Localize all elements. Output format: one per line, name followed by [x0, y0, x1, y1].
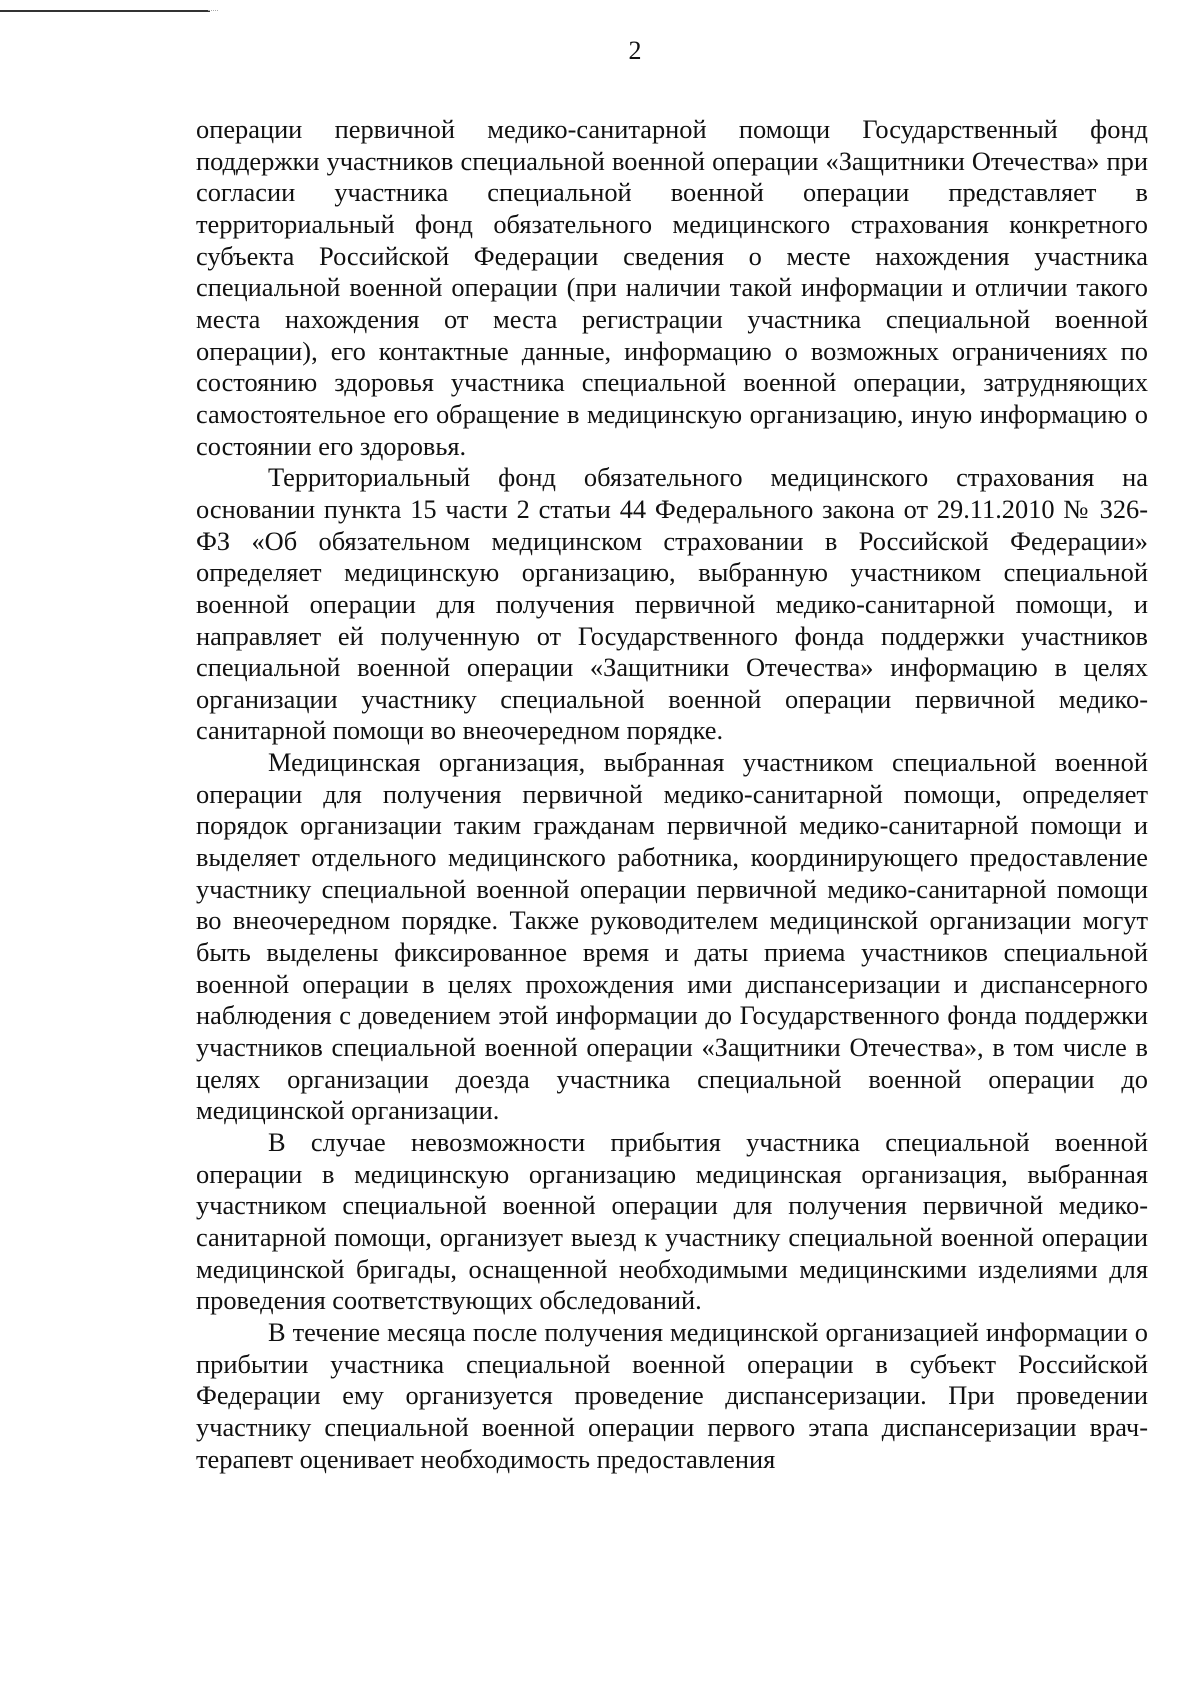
paragraph-dispensary-examination: В течение месяца после получения медицинской организацией информации о прибытии участника специальной военной операции в субъект Российской Федерации ему организуется проведение диспансеризации. При проведении участнику специальной военной операции первого этапа диспансеризации врач-терапевт оценивает необходимость предоставления: [196, 1316, 1148, 1474]
paragraph-continuation: операции первичной медико-санитарной помощи Государственный фонд поддержки участников специальной военной операции «Защитники Отечества» при согласии участника специальной военной операции представляет в территориальный фонд обязательного медицинского страхования конкретного субъекта Российской Федерации сведения о месте нахождения участника специальной военной операции (при наличии такой информации и отличии такого места нахождения от места регистрации участника специальной военной операции), его контактные данные, информацию о возможных ограничениях по состоянию здоровья участника специальной военной операции, затрудняющих самостоятельное его обращение в медицинскую организацию, иную информацию о состоянии его здоровья.: [196, 114, 1148, 461]
paragraph-territorial-fund: Территориальный фонд обязательного медицинского страхования на основании пункта 15 части 2 статьи 44 Федерального закона от 29.11.2010 № 326-ФЗ «Об обязательном медицинском страховании в Российской Федерации» определяет медицинскую организацию, выбранную участником специальной военной операции для получения первичной медико-санитарной помощи, и направляет ей полученную от Государственного фонда поддержки участников специальной военной операции «Защитники Отечества» информацию в целях организации участнику специальной военной операции первичной медико-санитарной помощи во внеочередном порядке.: [196, 462, 1148, 746]
page-number: 2: [628, 36, 642, 65]
paragraph-impossibility-of-arrival: В случае невозможности прибытия участника специальной военной операции в медицинскую организацию медицинская организация, выбранная участником специальной военной операции для получения первичной медико-санитарной помощи, организует выезд к участнику специальной военной операции медицинской бригады, оснащенной необходимыми медицинскими изделиями для проведения соответствующих обследований.: [196, 1127, 1148, 1316]
scan-edge-rule: [0, 10, 210, 12]
paragraph-medical-organization: Медицинская организация, выбранная участником специальной военной операции для получения первичной медико-санитарной помощи, определяет порядок организации таким гражданам первичной медико-санитарной помощи и выделяет отдельного медицинского работника, координирующего предоставление участнику специальной военной операции первичной медико-санитарной помощи во внеочередном порядке. Также руководителем медицинской организации могут быть выделены фиксированное время и даты приема участников специальной военной операции в целях прохождения ими диспансеризации и диспансерного наблюдения с доведением этой информации до Государственного фонда поддержки участников специальной военной операции «Защитники Отечества», в том числе в целях организации доезда участника специальной военной операции до медицинской организации.: [196, 747, 1148, 1126]
document-body: [196, 114, 1148, 1475]
scan-edge-rule-faint: [208, 10, 218, 11]
